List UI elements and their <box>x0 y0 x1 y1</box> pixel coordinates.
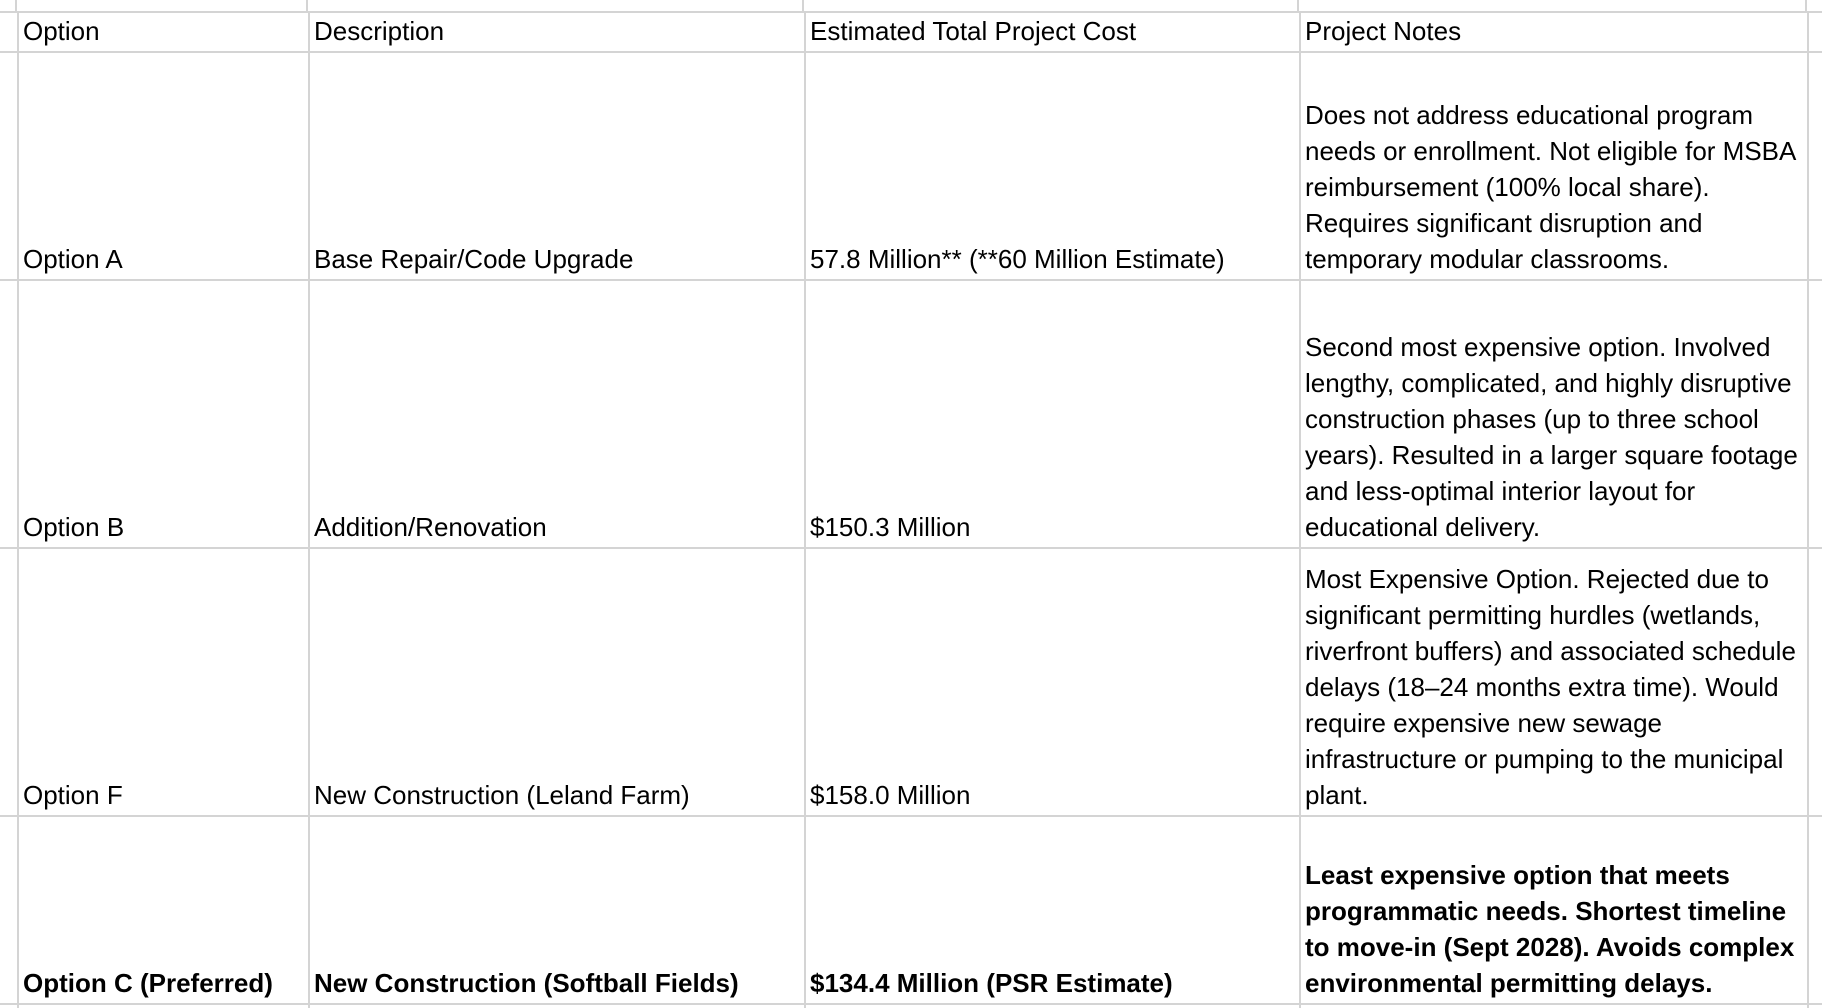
gridline <box>15 0 17 11</box>
cell-description[interactable]: New Construction (Softball Fields) <box>309 816 805 1004</box>
cell-edge[interactable] <box>1808 816 1822 1004</box>
cell-edge[interactable] <box>1808 1004 1822 1008</box>
cell-stub[interactable] <box>0 12 18 52</box>
table-row <box>0 1004 1822 1008</box>
gridline <box>802 0 804 11</box>
cell-stub[interactable] <box>0 52 18 280</box>
header-cell-description[interactable]: Description <box>309 12 805 52</box>
cell-stub[interactable] <box>0 1004 18 1008</box>
gridline <box>1297 0 1299 11</box>
table-row-preferred <box>0 816 1822 1004</box>
cell-empty[interactable] <box>1300 1004 1808 1008</box>
cell-option[interactable]: Option B <box>18 280 309 548</box>
cell-empty[interactable] <box>309 1004 805 1008</box>
cell-cost[interactable]: $150.3 Million <box>805 280 1300 548</box>
cell-edge[interactable] <box>1808 52 1822 280</box>
table-row <box>0 548 1822 816</box>
cell-description[interactable]: New Construction (Leland Farm) <box>309 548 805 816</box>
cell-edge[interactable] <box>1808 280 1822 548</box>
cell-notes[interactable]: Does not address educational program needs or enrollment. Not eligible for MSBA reimbursement (100% local share). Requires significant disruption and temporary modular classrooms. <box>1300 52 1808 280</box>
cell-notes[interactable]: Most Expensive Option. Rejected due to significant permitting hurdles (wetlands, riverfront buffers) and associated schedule delays (18–24 months extra time). Would require expensive new sewage infrastructure or pumping to the municipal plant. <box>1300 548 1808 816</box>
gridline <box>306 0 308 11</box>
table-row <box>0 52 1822 280</box>
cell-empty[interactable] <box>805 1004 1300 1008</box>
cell-option[interactable]: Option C (Preferred) <box>18 816 309 1004</box>
cell-edge[interactable] <box>1808 12 1822 52</box>
cell-notes[interactable]: Least expensive option that meets programmatic needs. Shortest timeline to move-in (Sept 2028). Avoids complex environmental permitting delays. <box>1300 816 1808 1004</box>
cell-notes[interactable]: Second most expensive option. Involved lengthy, complicated, and highly disruptive construction phases (up to three school years). Resulted in a larger square footage and less-optimal interior layout for educational delivery. <box>1300 280 1808 548</box>
cell-description[interactable]: Addition/Renovation <box>309 280 805 548</box>
header-row <box>0 12 1822 52</box>
header-cell-option[interactable]: Option <box>18 12 309 52</box>
cell-description[interactable]: Base Repair/Code Upgrade <box>309 52 805 280</box>
table-row <box>0 280 1822 548</box>
cell-empty[interactable] <box>18 1004 309 1008</box>
header-cell-notes[interactable]: Project Notes <box>1300 12 1808 52</box>
cell-option[interactable]: Option F <box>18 548 309 816</box>
partial-row-above <box>0 0 1822 11</box>
cell-stub[interactable] <box>0 548 18 816</box>
options-table <box>0 11 1822 1008</box>
header-cell-cost[interactable]: Estimated Total Project Cost <box>805 12 1300 52</box>
cell-edge[interactable] <box>1808 548 1822 816</box>
cell-option[interactable]: Option A <box>18 52 309 280</box>
cell-cost[interactable]: 57.8 Million** (**60 Million Estimate) <box>805 52 1300 280</box>
cell-cost[interactable]: $158.0 Million <box>805 548 1300 816</box>
cell-stub[interactable] <box>0 816 18 1004</box>
gridline <box>1805 0 1807 11</box>
cell-cost[interactable]: $134.4 Million (PSR Estimate) <box>805 816 1300 1004</box>
cell-stub[interactable] <box>0 280 18 548</box>
